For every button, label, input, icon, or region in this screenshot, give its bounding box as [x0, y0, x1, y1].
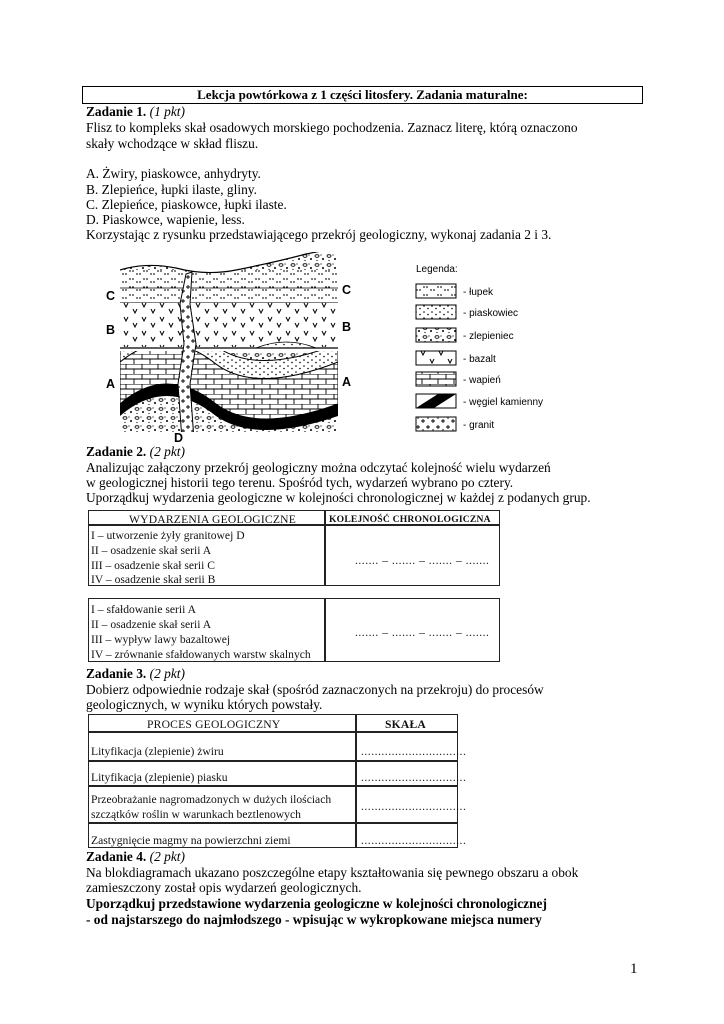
task2-text-2: w geologicznej historii tego terenu. Spośród tych, wydarzeń wybrano po cztery.: [86, 475, 514, 490]
table3-row-4: Zastygnięcie magmy na powierzchni ziemi: [91, 834, 291, 847]
geological-cross-section: [86, 244, 572, 444]
table1-answer-field[interactable]: ....... – ....... – ....... – .......: [355, 554, 490, 567]
table3-header-left: PROCES GEOLOGICZNY: [147, 718, 281, 731]
events-table-1: [88, 510, 500, 586]
task2-text-3: Uporządkuj wydarzenia geologiczne w kolejności chronologicznej w każdej z podanych grup.: [86, 490, 591, 505]
page-number: 1: [630, 961, 638, 977]
table2-row-2: II – osadzenie skał serii A: [91, 618, 212, 631]
task4-text-1: Na blokdiagramach ukazano poszczególne etapy kształtowania się pewnego obszaru a obok: [86, 865, 579, 880]
task4-heading-line: [86, 849, 185, 865]
task1-points: (1 pkt): [149, 104, 185, 119]
label-b-left: B: [106, 323, 116, 337]
table3-row-2: Lityfikacja (zlepienie) piasku: [91, 771, 228, 784]
table1-header-left: WYDARZENIA GEOLOGICZNE: [129, 513, 297, 526]
table2-answer-field[interactable]: ....... – ....... – ....... – .......: [355, 626, 490, 639]
page-title: Lekcja powtórkowa z 1 części litosfery. Zadania maturalne:: [82, 86, 643, 104]
legend-swatch-piaskowiec: [416, 305, 456, 319]
label-a-right: A: [342, 375, 352, 389]
process-rock-table: [88, 714, 467, 848]
table3-answer-1[interactable]: ...............................: [361, 745, 467, 758]
table1-row-4: IV – osadzenie skał serii B: [91, 573, 216, 586]
label-d: D: [174, 431, 184, 444]
table2-row-1: I – sfałdowanie serii A: [91, 603, 196, 616]
task3-points: (2 pkt): [149, 666, 185, 681]
task3-text-1: Dobierz odpowiednie rodzaje skał (spośród zaznaczonych na przekroju) do procesów: [86, 682, 544, 697]
legend-swatch-granit: [416, 417, 456, 431]
task1-text-2: skały wchodzące w skład fliszu.: [86, 136, 259, 151]
task4-text-4: - od najstarszego do najmłodszego - wpisując w wykropkowane miejsca numery: [86, 912, 542, 927]
task4-heading: Zadanie 4.: [86, 849, 147, 864]
table2-row-4: IV – zrównanie sfałdowanych warstw skalnych: [91, 648, 311, 661]
legend-label-lupek: - łupek: [463, 287, 494, 298]
legend-label-bazalt: - bazalt: [463, 354, 496, 365]
table3-answer-3[interactable]: ...............................: [361, 800, 467, 813]
legend-label-wapien: - wapień: [463, 375, 501, 386]
legend-swatch-bazalt: [416, 351, 456, 365]
task3-heading: Zadanie 3.: [86, 666, 147, 681]
table1-row-2: II – osadzenie skał serii A: [91, 544, 212, 557]
section-layers: [120, 244, 338, 440]
table3-answer-2[interactable]: ...............................: [361, 771, 467, 784]
table1-row-1: I – utworzenie żyły granitowej D: [91, 529, 245, 542]
task3-text-2: geologicznych, w wyniku których powstały.: [86, 697, 323, 712]
table3-answer-4[interactable]: ...............................: [361, 834, 467, 847]
task2-text-1: Analizując załączony przekrój geologiczny można odczytać kolejność wielu wydarzeń: [86, 460, 551, 475]
task3-heading-line: [86, 666, 185, 682]
legend-label-granit: - granit: [463, 420, 495, 431]
table3-row-3b: szczątków roślin w warunkach beztlenowych: [91, 808, 301, 821]
task1-option-b: B. Zlepieńce, łupki ilaste, gliny.: [86, 182, 257, 197]
task1-text-1: Flisz to kompleks skał osadowych morskiego pochodzenia. Zaznacz literę, którą oznaczono: [86, 120, 578, 135]
task23-intro: Korzystając z rysunku przedstawiającego przekrój geologiczny, wykonaj zadania 2 i 3.: [86, 227, 552, 242]
legend: [416, 284, 543, 431]
task2-heading: Zadanie 2.: [86, 444, 147, 459]
task1-option-a: A. Żwiry, piaskowce, anhydryty.: [86, 166, 261, 181]
label-b-right: B: [342, 320, 352, 334]
task4-text-3: Uporządkuj przedstawione wydarzenia geologiczne w kolejności chronologicznej: [86, 896, 547, 911]
legend-label-zlepieniec: - zlepieniec: [463, 331, 514, 342]
task1-heading-line: [86, 104, 185, 120]
table3-row-3a: Przeobrażanie nagromadzonych w dużych ilościach: [91, 793, 332, 806]
task2-points: (2 pkt): [149, 444, 185, 459]
table2-row-3: III – wypływ lawy bazaltowej: [91, 633, 231, 646]
task4-text-2: zamieszczony został opis wydarzeń geologicznych.: [86, 880, 362, 895]
events-table-2: [88, 598, 500, 662]
table3-row-1: Lityfikacja (zlepienie) żwiru: [91, 745, 224, 758]
task1-option-c: C. Zlepieńce, piaskowce, łupki ilaste.: [86, 197, 287, 212]
table1-header-right: KOLEJNOŚĆ CHRONOLOGICZNA: [329, 514, 491, 525]
label-c-right: C: [342, 283, 352, 297]
legend-label-piaskowiec: - piaskowiec: [463, 308, 519, 319]
legend-label-wegiel: - węgiel kamienny: [463, 397, 544, 408]
task2-heading-line: [86, 444, 185, 460]
legend-swatch-wapien: [416, 372, 456, 386]
task1-option-d: D. Piaskowce, wapienie, less.: [86, 212, 245, 227]
task1-heading: Zadanie 1.: [86, 104, 147, 119]
label-a-left: A: [106, 377, 116, 391]
table1-row-3: III – osadzenie skał serii C: [91, 559, 215, 572]
legend-title: Legenda:: [416, 264, 458, 275]
label-c-left: C: [106, 289, 116, 303]
legend-swatch-zlepieniec: [416, 328, 456, 342]
task4-points: (2 pkt): [149, 849, 185, 864]
legend-swatch-lupek: [416, 284, 456, 298]
table3-header-right: SKAŁA: [385, 718, 426, 731]
